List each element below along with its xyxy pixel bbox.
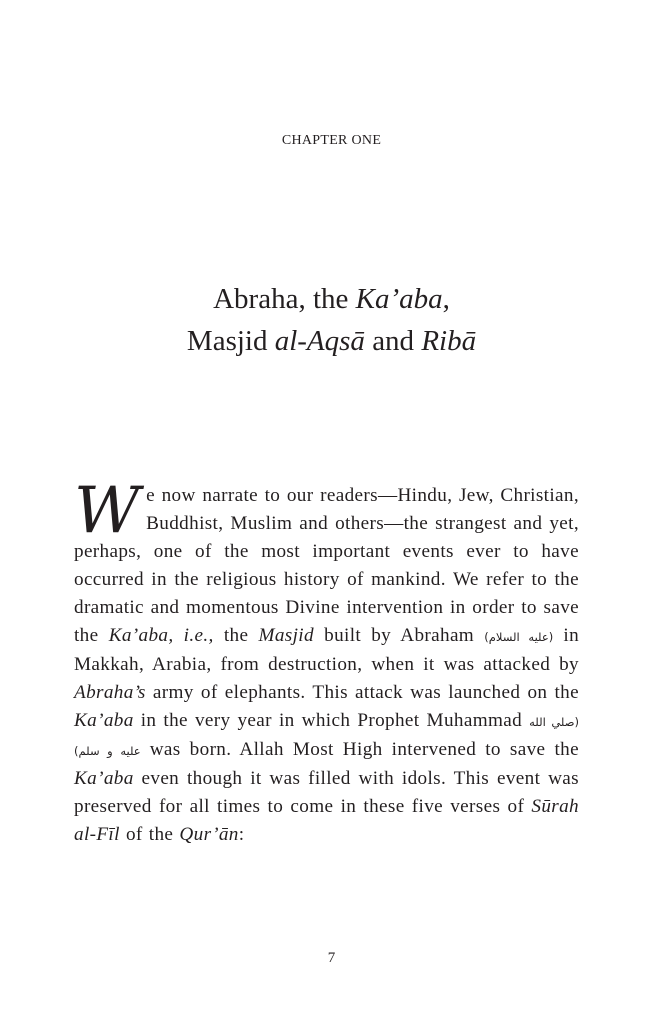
page-number: 7	[327, 950, 336, 966]
body-text-run: even though it was filled with idols. This event was preserved for all times to come in these five verses of	[74, 768, 579, 817]
body-italic-run: Ka’aba, i.e.,	[108, 625, 214, 646]
title-italic-text: Ribā	[421, 325, 477, 357]
title-text: Masjid	[186, 325, 275, 357]
body-text-run: the	[213, 625, 259, 646]
arabic-honorific: (عليه السلام)	[484, 630, 554, 644]
chapter-title-line-2	[0, 320, 663, 362]
body-text-run: e now narrate to our readers—Hindu, Jew, Christian, Buddhist, Muslim and others—the strangest and yet, perhaps, one of the most important events ever to have occurred in the religious history of mankind. We refer to the dramatic and momentous Divine intervention in order to save the	[74, 485, 579, 646]
body-italic-run: Ka’aba	[74, 710, 134, 731]
body-italic-run: Masjid	[258, 625, 314, 646]
chapter-title-line-1	[0, 278, 663, 320]
title-text: Abraha, the	[213, 283, 356, 315]
title-text: ,	[442, 283, 450, 315]
body-italic-run: Sūrah al-Fīl	[74, 796, 579, 845]
body-text-run: built by Abraham	[313, 625, 485, 646]
body-text-run: army of elephants. This attack was launched on the	[145, 682, 579, 703]
body-text-run: was born. Allah Most High intervened to save the	[140, 739, 579, 760]
drop-cap: W	[74, 474, 141, 548]
body-text-run: :	[238, 824, 245, 845]
body-text-run: of the	[119, 824, 180, 845]
title-italic-text: al-Aqsā	[274, 325, 365, 357]
body-text-run: in Makkah, Arabia, from destruction, when it was attacked by	[74, 625, 580, 675]
chapter-title	[0, 278, 663, 362]
body-italic-run: Abraha’s	[74, 682, 146, 703]
body-paragraph	[74, 474, 580, 849]
body-italic-run: Ka’aba	[74, 768, 134, 789]
arabic-honorific: (صلي الله عليه و سلم)	[74, 715, 579, 758]
body-text-run: in the very year in which Prophet Muhammad	[133, 710, 530, 731]
title-italic-text: Ka’aba	[355, 283, 443, 315]
title-text: and	[364, 325, 422, 357]
body-italic-run: Qur’ān	[179, 824, 239, 845]
chapter-label: CHAPTER ONE	[281, 133, 382, 148]
